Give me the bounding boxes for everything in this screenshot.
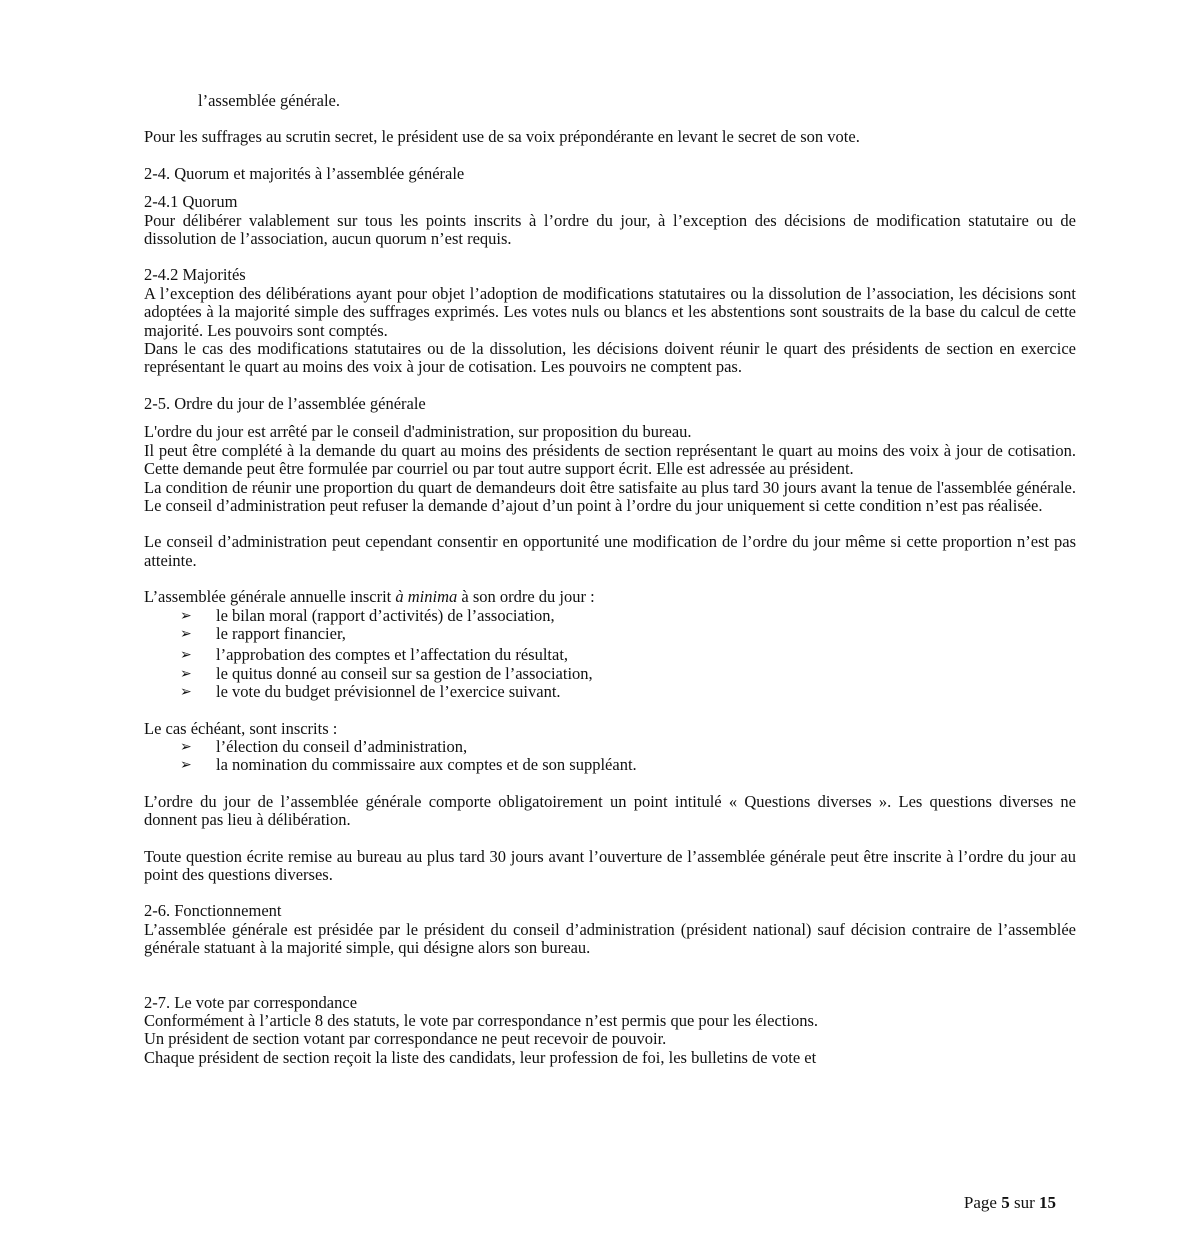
paragraph-agenda-4: Le conseil d’administration peut cependant consentir en opportunité une modification de l’ordre du jour même si cette proportion n’est pas atteinte. <box>144 532 1076 570</box>
page-word: Page <box>963 1193 997 1212</box>
arrow-bullet-icon: ➢ <box>180 607 192 624</box>
if-needed-list <box>144 738 1076 775</box>
paragraph-agenda-1: L'ordre du jour est arrêté par le conseil d'administration, sur proposition du bureau. <box>144 422 692 442</box>
arrow-bullet-icon: ➢ <box>180 738 192 755</box>
heading-2-4-2: 2-4.2 Majorités <box>144 265 246 285</box>
paragraph-secret-vote: Pour les suffrages au scrutin secret, le président use de sa voix prépondérante en levant le secret de son vote. <box>144 127 860 147</box>
paragraph-mail-2: Un président de section votant par correspondance ne peut recevoir de pouvoir. <box>144 1029 667 1049</box>
page-number-footer <box>964 1193 1056 1213</box>
paragraph-misc-1: L’ordre du jour de l’assemblée générale comporte obligatoirement un point intitulé « Questions diverses ». Les questions diverses ne donnent pas lieu à délibération. <box>144 791 1076 830</box>
paragraph-agenda-3: La condition de réunir une proportion du quart de demandeurs doit être satisfaite au plus tard 30 jours avant la tenue de l'assemblée générale. Le conseil d’administration peut refuser la demande d’ajout d’un point à l’ordre du jour uniquement si cette condition n’est pas réalisée. <box>144 477 1076 515</box>
arrow-bullet-icon: ➢ <box>180 757 192 774</box>
heading-2-5: 2-5. Ordre du jour de l’assemblée générale <box>144 393 426 413</box>
list-item: ➢ le bilan moral (rapport d’activités) de l’association, <box>180 605 555 625</box>
heading-2-4: 2-4. Quorum et majorités à l’assemblée générale <box>144 163 465 183</box>
paragraph-quorum: Pour délibérer valablement sur tous les points inscrits à l’ordre du jour, à l’exception des décisions de modification statutaire ou de dissolution de l’association, aucun quorum n’est requis. <box>144 210 1076 249</box>
annual-agenda-emphasis: à minima <box>395 587 458 607</box>
paragraph-mail-1: Conformément à l’article 8 des statuts, le vote par correspondance n’est permis que pour les élections. <box>144 1011 818 1031</box>
annual-agenda-pre: L’assemblée générale annuelle inscrit <box>144 587 396 607</box>
list-item: ➢ l’approbation des comptes et l’affectation du résultat, <box>180 645 569 665</box>
list-item: ➢ le rapport financier, <box>180 623 346 643</box>
arrow-bullet-icon: ➢ <box>180 665 192 682</box>
paragraph-majority-2: Dans le cas des modifications statutaires ou de la dissolution, les décisions doivent réunir le quart des présidents de section en exercice représentant le quart au moins des voix à jour de cotisation. Les pouvoirs ne comptent pas. <box>144 339 1076 377</box>
list-item: ➢ l’élection du conseil d’administration, <box>180 736 468 756</box>
heading-2-7: 2-7. Le vote par correspondance <box>144 992 358 1012</box>
arrow-bullet-icon: ➢ <box>180 684 192 701</box>
heading-2-4-1: 2-4.1 Quorum <box>144 192 238 212</box>
paragraph-operation: L’assemblée générale est présidée par le président du conseil d’administration (président national) sauf décision contraire de l’assemblée générale statuant à la majorité simple, qui désigne alors son bureau. <box>144 919 1076 958</box>
list-item: ➢ le quitus donné au conseil sur sa gestion de l’association, <box>180 663 593 683</box>
arrow-bullet-icon: ➢ <box>180 647 192 664</box>
total-pages-number: 15 <box>1039 1193 1056 1212</box>
paragraph-intro-tail: l’assemblée générale. <box>198 91 341 110</box>
arrow-bullet-icon: ➢ <box>180 625 192 642</box>
annual-agenda-post: à son ordre du jour : <box>457 587 595 607</box>
paragraph-if-needed: Le cas échéant, sont inscrits : <box>144 718 338 738</box>
list-item: ➢ la nomination du commissaire aux comptes et de son suppléant. <box>180 755 637 775</box>
current-page-number: 5 <box>1001 1193 1010 1212</box>
document-page <box>144 92 1076 1067</box>
annual-agenda-list <box>144 607 1076 702</box>
of-word: sur <box>1013 1193 1035 1212</box>
paragraph-majority-1: A l’exception des délibérations ayant pour objet l’adoption de modifications statutaires ou la dissolution de l’association, les décisions sont adoptées à la majorité simple des suffrages exprimés. Les votes nuls ou blancs et les abstentions sont soustraits de la base du calcul de cette majorité. Les pouvoirs sont comptés. <box>144 283 1076 340</box>
paragraph-annual-agenda <box>144 588 1076 606</box>
paragraph-mail-3: Chaque président de section reçoit la liste des candidats, leur profession de foi, les bulletins de vote et <box>144 1047 817 1067</box>
list-item: ➢ le vote du budget prévisionnel de l’exercice suivant. <box>180 682 561 702</box>
paragraph-agenda-2: Il peut être complété à la demande du quart au moins des présidents de section représentant le quart au moins des voix à jour de cotisation. Cette demande peut être formulée par courriel ou par tout autre support écrit. Elle est adressée au président. <box>144 440 1076 479</box>
paragraph-misc-2: Toute question écrite remise au bureau au plus tard 30 jours avant l’ouverture de l’assemblée générale peut être inscrite à l’ordre du jour au point des questions diverses. <box>144 846 1076 884</box>
heading-2-6: 2-6. Fonctionnement <box>144 901 282 921</box>
